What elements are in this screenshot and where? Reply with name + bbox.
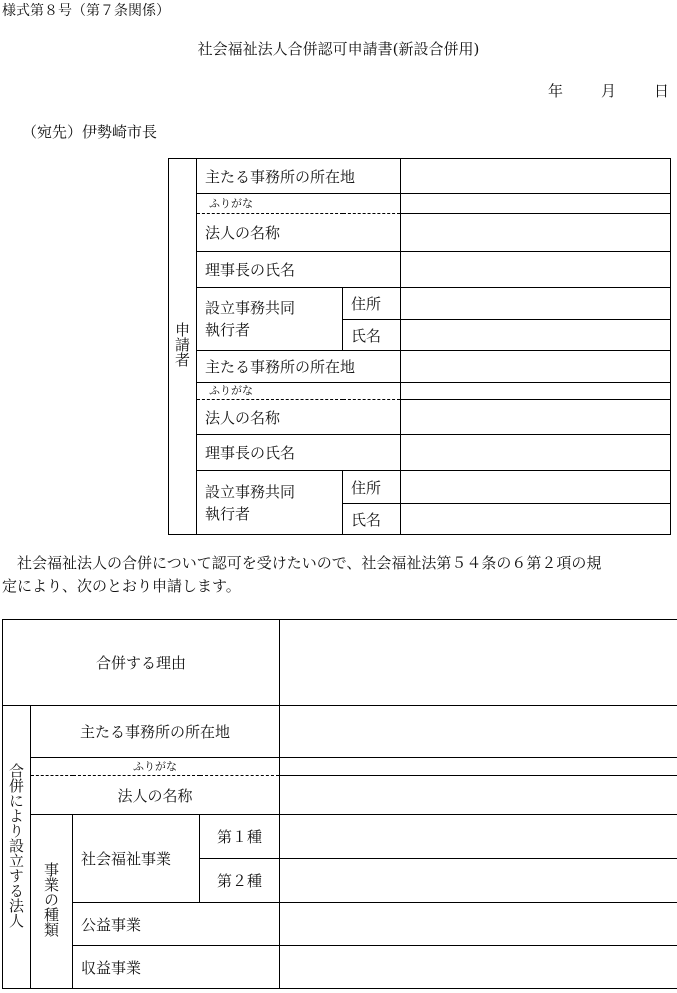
public-interest-label: 公益事業 <box>73 903 280 946</box>
business-types-label: 事業の種類 <box>31 815 73 989</box>
applicant1-name-value[interactable] <box>401 214 671 252</box>
profit-business-label: 収益事業 <box>73 946 280 989</box>
applicant2-furigana-value[interactable] <box>401 383 671 400</box>
merger-reason-label: 合併する理由 <box>3 620 280 706</box>
applicant1-chairman-value[interactable] <box>401 252 671 288</box>
applicant-side-label: 申請者 <box>169 159 197 535</box>
applicant2-executor-label: 設立事務共同 執行者 <box>197 471 343 535</box>
applicant2-address-label: 住所 <box>343 471 401 504</box>
social-welfare-label: 社会福祉事業 <box>73 815 200 903</box>
applicant2-furigana-label: ふりがな <box>197 383 401 400</box>
form-number: 様式第８号（第７条関係） <box>2 3 170 19</box>
applicant2-office-label: 主たる事務所の所在地 <box>197 351 401 383</box>
applicant1-person-value[interactable] <box>401 320 671 351</box>
date-line <box>548 80 669 101</box>
applicant1-executor-label: 設立事務共同 執行者 <box>197 288 343 351</box>
applicant1-address-value[interactable] <box>401 288 671 320</box>
applicant-table <box>168 158 671 535</box>
new-corp-furigana-label: ふりがな <box>31 758 280 776</box>
body-line-2: 定により、次のとおり申請します。 <box>2 577 241 595</box>
new-corp-side-label: 合併により設立する法人 <box>3 706 31 989</box>
type1-value[interactable] <box>280 815 677 859</box>
applicant1-chairman-label: 理事長の氏名 <box>197 252 401 288</box>
applicant2-person-label: 氏名 <box>343 504 401 535</box>
applicant1-furigana-value[interactable] <box>401 194 671 214</box>
public-interest-value[interactable] <box>280 903 677 946</box>
new-corp-furigana-value[interactable] <box>280 758 677 776</box>
applicant1-furigana-label: ふりがな <box>197 194 401 214</box>
applicant1-name-label: 法人の名称 <box>197 214 401 252</box>
date-year: 年 <box>547 82 563 100</box>
applicant2-office-value[interactable] <box>401 351 671 383</box>
applicant1-person-label: 氏名 <box>343 320 401 351</box>
new-corp-name-label: 法人の名称 <box>31 776 280 815</box>
date-day: 日 <box>653 82 669 100</box>
type2-value[interactable] <box>280 859 677 903</box>
new-corp-office-value[interactable] <box>280 706 677 758</box>
applicant2-chairman-label: 理事長の氏名 <box>197 435 401 471</box>
applicant1-address-label: 住所 <box>343 288 401 320</box>
applicant2-name-label: 法人の名称 <box>197 400 401 435</box>
new-corp-name-value[interactable] <box>280 776 677 815</box>
new-corp-office-label: 主たる事務所の所在地 <box>31 706 280 758</box>
type1-label: 第１種 <box>200 815 280 859</box>
applicant1-office-label: 主たる事務所の所在地 <box>197 159 401 194</box>
applicant2-address-value[interactable] <box>401 471 671 504</box>
body-text <box>2 552 674 598</box>
addressee: （宛先）伊勢崎市長 <box>22 123 158 141</box>
document-title: 社会福祉法人合併認可申請書(新設合併用) <box>197 40 480 58</box>
applicant2-chairman-value[interactable] <box>401 435 671 471</box>
type2-label: 第２種 <box>200 859 280 903</box>
profit-business-value[interactable] <box>280 946 677 989</box>
applicant2-person-value[interactable] <box>401 504 671 535</box>
merger-table <box>2 619 677 989</box>
merger-reason-value[interactable] <box>280 620 677 706</box>
applicant2-name-value[interactable] <box>401 400 671 435</box>
body-line-1: 社会福祉法人の合併について認可を受けたいので、社会福祉法第５４条の６第２項の規 <box>17 554 602 572</box>
applicant1-office-value[interactable] <box>401 159 671 194</box>
date-month: 月 <box>600 82 616 100</box>
